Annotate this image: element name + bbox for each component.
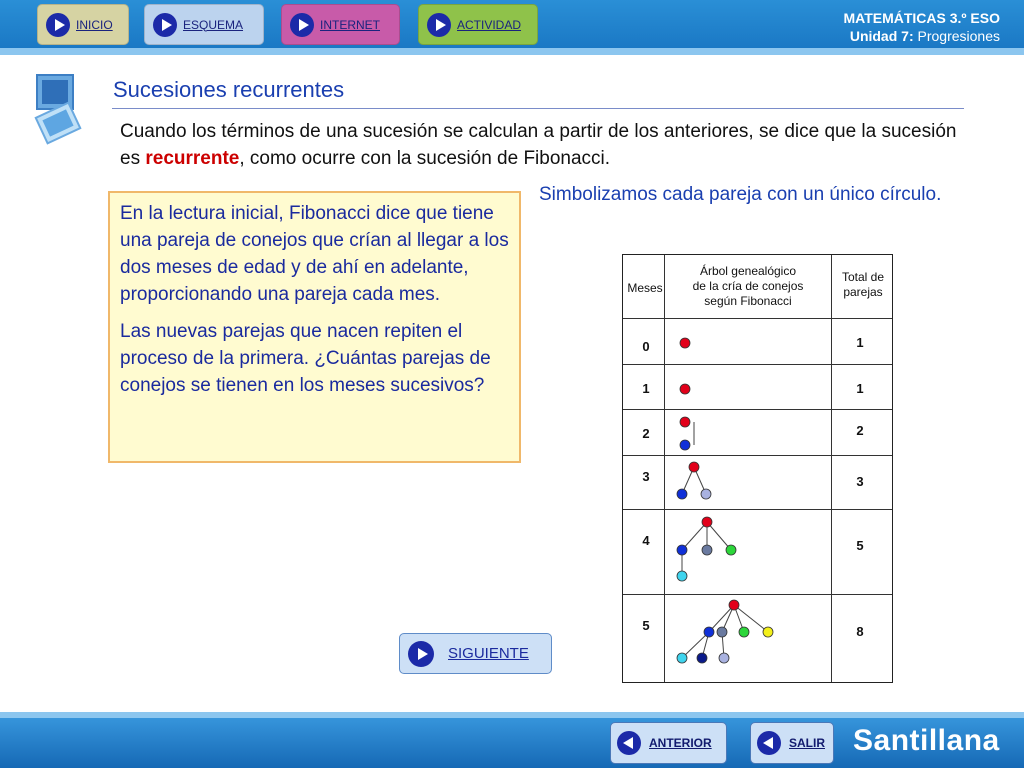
course-info — [843, 9, 1000, 45]
header-total-line2: parejas — [843, 285, 883, 299]
fibonacci-table — [622, 254, 893, 683]
month-cell: 3 — [642, 469, 650, 484]
play-icon — [408, 641, 434, 667]
total-cell: 8 — [856, 624, 864, 639]
total-cell: 1 — [856, 335, 864, 350]
page-title: Sucesiones recurrentes — [113, 77, 345, 102]
rabbit-pair-dot — [677, 545, 687, 555]
unit-name: Progresiones — [917, 28, 1000, 44]
unit-label: Unidad 7: — [849, 28, 914, 44]
title-divider — [112, 108, 964, 109]
footer-stripe — [0, 712, 1024, 718]
story-box — [108, 191, 521, 463]
rabbit-pair-dot — [680, 338, 690, 348]
internet-button[interactable] — [281, 4, 400, 45]
rabbit-pair-dot — [702, 517, 712, 527]
rabbit-pair-dot — [680, 417, 690, 427]
anterior-button[interactable] — [610, 722, 727, 764]
anterior-label: ANTERIOR — [649, 736, 712, 750]
month-cell: 1 — [642, 381, 650, 396]
rabbit-pair-dot — [677, 489, 687, 499]
rabbit-pair-dot — [689, 462, 699, 472]
intro-before: Cuando los términos de una sucesión se calculan a partir de los anteriores, se dice que la sucesión es — [120, 121, 957, 169]
total-cell: 1 — [856, 381, 864, 396]
play-icon — [290, 13, 314, 37]
salir-button[interactable] — [750, 722, 834, 764]
siguiente-button[interactable] — [399, 633, 552, 674]
month-cell: 0 — [642, 339, 650, 354]
salir-label: SALIR — [789, 736, 825, 750]
month-cell: 5 — [642, 618, 650, 633]
course-subject: MATEMÁTICAS 3.º ESO — [843, 10, 1000, 26]
total-cell: 2 — [856, 423, 864, 438]
esquema-button[interactable] — [144, 4, 264, 45]
rabbit-pair-dot — [677, 653, 687, 663]
back-icon — [757, 731, 781, 755]
esquema-label: ESQUEMA — [183, 17, 244, 32]
story-paragraph-1: En la lectura inicial, Fibonacci dice que tiene una pareja de conejos que crían al llegar a los dos meses de edad y de ahí en adelante, proporcionando una pareja cada mes. — [120, 203, 509, 305]
back-icon — [617, 731, 641, 755]
brand-logo: Santillana — [853, 724, 1000, 757]
rabbit-pair-dot — [680, 384, 690, 394]
rabbit-pair-dot — [729, 600, 739, 610]
fibonacci-tree-svg — [623, 255, 894, 684]
rabbit-pair-dot — [677, 571, 687, 581]
actividad-label: ACTIVIDAD — [457, 17, 522, 32]
month-cell: 2 — [642, 426, 650, 441]
intro-after: , como ocurre con la sucesión de Fibonacci. — [239, 148, 611, 169]
rabbit-pair-dot — [763, 627, 773, 637]
header-tree-line1: Árbol genealógico — [699, 264, 797, 278]
inicio-label: INICIO — [76, 17, 113, 32]
story-paragraph-2: Las nuevas parejas que nacen repiten el proceso de la primera. ¿Cuántas parejas de conejos se tienen en los meses sucesivos? — [120, 321, 491, 396]
siguiente-label: SIGUIENTE — [448, 645, 529, 662]
tree-branch — [682, 522, 707, 550]
play-icon — [153, 13, 177, 37]
header-tree-line2: de la cría de conejos — [692, 279, 804, 293]
actividad-button[interactable] — [418, 4, 538, 45]
tree-branch — [707, 522, 731, 550]
header-months: Meses — [627, 281, 663, 295]
rabbit-pair-dot — [739, 627, 749, 637]
rabbit-pair-dot — [697, 653, 707, 663]
internet-label: INTERNET — [320, 17, 380, 32]
intro-highlight: recurrente — [145, 148, 240, 169]
rabbit-pair-dot — [726, 545, 736, 555]
section-icon — [33, 73, 83, 145]
header-stripe — [0, 48, 1024, 55]
intro-text — [120, 118, 965, 172]
play-icon — [427, 13, 451, 37]
rabbit-pair-dot — [702, 545, 712, 555]
header-total-line1: Total de — [841, 270, 885, 284]
rabbit-pair-dot — [680, 440, 690, 450]
rabbit-pair-dot — [704, 627, 714, 637]
month-cell: 4 — [642, 533, 650, 548]
total-cell: 3 — [856, 474, 864, 489]
rabbit-pair-dot — [717, 627, 727, 637]
play-icon — [46, 13, 70, 37]
rabbit-pair-dot — [701, 489, 711, 499]
rabbit-pair-dot — [719, 653, 729, 663]
inicio-button[interactable] — [37, 4, 129, 45]
header-tree-line3: según Fibonacci — [704, 294, 792, 308]
total-cell: 5 — [856, 538, 864, 553]
symbol-note: Simbolizamos cada pareja con un único círculo. — [539, 184, 942, 205]
